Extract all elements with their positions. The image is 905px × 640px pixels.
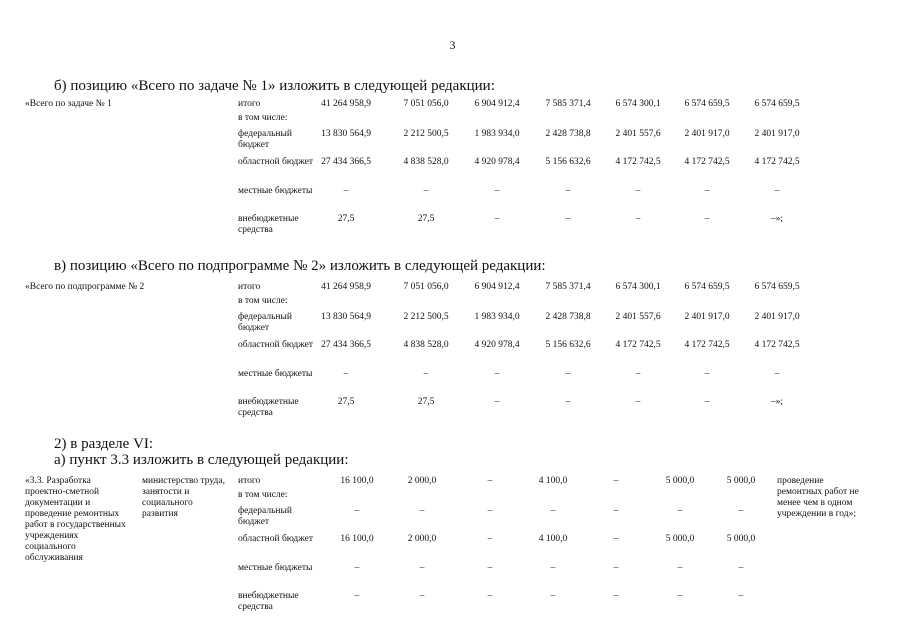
value-cell: – bbox=[550, 563, 556, 573]
value-cell: – bbox=[635, 186, 641, 196]
value-cell: – bbox=[565, 369, 571, 379]
value-cell: – bbox=[613, 506, 619, 516]
value-cell: – bbox=[565, 186, 571, 196]
budget-type: в том числе: bbox=[238, 490, 288, 500]
value-cell: 6 574 300,1 bbox=[615, 99, 661, 109]
budget-type: местные бюджеты bbox=[238, 563, 313, 573]
value-cell: 5 156 632,6 bbox=[545, 157, 591, 167]
value-cell: 7 051 056,0 bbox=[403, 99, 449, 109]
value-cell: – bbox=[613, 476, 619, 486]
value-cell: – bbox=[677, 506, 683, 516]
budget-type: итого bbox=[238, 282, 261, 292]
value-cell: 7 051 056,0 bbox=[403, 282, 449, 292]
value-cell: – bbox=[550, 506, 556, 516]
value-cell: –»; bbox=[770, 214, 784, 224]
value-cell: – bbox=[354, 591, 360, 601]
value-cell: 4 838 528,0 bbox=[403, 340, 449, 350]
value-cell: 2 401 917,0 bbox=[754, 312, 800, 322]
page-number: 3 bbox=[449, 38, 456, 52]
value-cell: 5 000,0 bbox=[665, 534, 695, 544]
value-cell: – bbox=[677, 563, 683, 573]
value-cell: – bbox=[704, 397, 710, 407]
value-cell: 6 904 912,4 bbox=[474, 99, 520, 109]
value-cell: – bbox=[487, 476, 493, 486]
value-cell: 4 100,0 bbox=[538, 534, 568, 544]
value-cell: – bbox=[738, 506, 744, 516]
value-cell: – bbox=[613, 563, 619, 573]
value-cell: – bbox=[565, 214, 571, 224]
value-cell: – bbox=[704, 186, 710, 196]
value-cell: – bbox=[635, 214, 641, 224]
value-cell: – bbox=[487, 591, 493, 601]
value-cell: 4 172 742,5 bbox=[684, 157, 730, 167]
budget-type: в том числе: bbox=[238, 113, 288, 123]
value-cell: – bbox=[494, 186, 500, 196]
value-cell: – bbox=[354, 506, 360, 516]
expected-result: проведение ремонтных работ не менее чем в одном учреждении в год»; bbox=[777, 476, 859, 519]
value-cell: 13 830 564,9 bbox=[321, 129, 371, 139]
executor: министерство труда, занятости и социального развития bbox=[142, 476, 225, 519]
value-cell: 4 920 978,4 bbox=[474, 340, 520, 350]
value-cell: 2 428 738,8 bbox=[545, 312, 591, 322]
value-cell: 27,5 bbox=[417, 214, 435, 224]
budget-type: в том числе: bbox=[238, 296, 288, 306]
value-cell: –»; bbox=[770, 397, 784, 407]
value-cell: 4 172 742,5 bbox=[754, 340, 800, 350]
value-cell: – bbox=[704, 369, 710, 379]
value-cell: 6 574 659,5 bbox=[684, 99, 730, 109]
budget-type: внебюджетные средства bbox=[238, 397, 299, 418]
value-cell: 6 574 659,5 bbox=[684, 282, 730, 292]
value-cell: 4 172 742,5 bbox=[615, 157, 661, 167]
budget-type: областной бюджет bbox=[238, 157, 314, 167]
value-cell: 1 983 934,0 bbox=[474, 129, 520, 139]
budget-type: федеральный бюджет bbox=[238, 129, 292, 150]
budget-type: областной бюджет bbox=[238, 534, 314, 544]
value-cell: – bbox=[487, 563, 493, 573]
value-cell: – bbox=[494, 369, 500, 379]
value-cell: 41 264 958,9 bbox=[321, 282, 371, 292]
value-cell: 4 838 528,0 bbox=[403, 157, 449, 167]
value-cell: – bbox=[774, 186, 780, 196]
value-cell: 41 264 958,9 bbox=[321, 99, 371, 109]
value-cell: 2 401 557,6 bbox=[615, 129, 661, 139]
section-label: «Всего по подпрограмме № 2 bbox=[25, 282, 145, 292]
value-cell: 4 172 742,5 bbox=[684, 340, 730, 350]
section-label: «Всего по задаче № 1 bbox=[25, 99, 112, 109]
value-cell: 5 156 632,6 bbox=[545, 340, 591, 350]
value-cell: – bbox=[738, 591, 744, 601]
value-cell: – bbox=[419, 591, 425, 601]
budget-type: областной бюджет bbox=[238, 340, 314, 350]
value-cell: – bbox=[613, 534, 619, 544]
value-cell: 4 172 742,5 bbox=[615, 340, 661, 350]
value-cell: 2 401 917,0 bbox=[754, 129, 800, 139]
value-cell: 4 172 742,5 bbox=[754, 157, 800, 167]
value-cell: – bbox=[550, 591, 556, 601]
value-cell: – bbox=[635, 369, 641, 379]
value-cell: 2 401 557,6 bbox=[615, 312, 661, 322]
budget-type: федеральный бюджет bbox=[238, 312, 292, 333]
value-cell: – bbox=[704, 214, 710, 224]
section-heading: в) позицию «Всего по подпрограмме № 2» изложить в следующей редакции: bbox=[54, 258, 546, 274]
budget-type: внебюджетные средства bbox=[238, 591, 299, 612]
value-cell: – bbox=[419, 506, 425, 516]
value-cell: – bbox=[487, 506, 493, 516]
value-cell: – bbox=[423, 186, 429, 196]
budget-type: местные бюджеты bbox=[238, 369, 313, 379]
budget-type: местные бюджеты bbox=[238, 186, 313, 196]
value-cell: 2 212 500,5 bbox=[403, 129, 449, 139]
value-cell: 2 428 738,8 bbox=[545, 129, 591, 139]
value-cell: 2 212 500,5 bbox=[403, 312, 449, 322]
budget-type: внебюджетные средства bbox=[238, 214, 299, 235]
value-cell: 7 585 371,4 bbox=[545, 99, 591, 109]
value-cell: 6 574 300,1 bbox=[615, 282, 661, 292]
value-cell: 27 434 366,5 bbox=[321, 157, 371, 167]
section-heading: б) позицию «Всего по задаче № 1» изложить в следующей редакции: bbox=[54, 78, 495, 94]
value-cell: 2 401 917,0 bbox=[684, 312, 730, 322]
value-cell: – bbox=[774, 369, 780, 379]
value-cell: 5 000,0 bbox=[726, 534, 756, 544]
value-cell: – bbox=[354, 563, 360, 573]
value-cell: 13 830 564,9 bbox=[321, 312, 371, 322]
value-cell: – bbox=[613, 591, 619, 601]
value-cell: 4 100,0 bbox=[538, 476, 568, 486]
value-cell: 16 100,0 bbox=[340, 534, 374, 544]
value-cell: 27,5 bbox=[337, 214, 355, 224]
value-cell: 6 574 659,5 bbox=[754, 282, 800, 292]
item-description: «3.3. Разработка проектно-сметной документации и проведение ремонтных работ в государственных учреждениях социального обслуживания bbox=[25, 476, 126, 563]
value-cell: 1 983 934,0 bbox=[474, 312, 520, 322]
value-cell: – bbox=[419, 563, 425, 573]
value-cell: – bbox=[487, 534, 493, 544]
value-cell: 27,5 bbox=[337, 397, 355, 407]
value-cell: 27,5 bbox=[417, 397, 435, 407]
budget-type: итого bbox=[238, 476, 261, 486]
budget-type: федеральный бюджет bbox=[238, 506, 292, 527]
value-cell: – bbox=[738, 563, 744, 573]
value-cell: 2 000,0 bbox=[407, 534, 437, 544]
value-cell: – bbox=[494, 397, 500, 407]
value-cell: – bbox=[494, 214, 500, 224]
value-cell: 5 000,0 bbox=[665, 476, 695, 486]
budget-type: итого bbox=[238, 99, 261, 109]
value-cell: – bbox=[343, 186, 349, 196]
value-cell: – bbox=[635, 397, 641, 407]
value-cell: 2 000,0 bbox=[407, 476, 437, 486]
section-heading: 2) в разделе VI: bbox=[54, 436, 154, 452]
value-cell: 2 401 917,0 bbox=[684, 129, 730, 139]
value-cell: 4 920 978,4 bbox=[474, 157, 520, 167]
value-cell: – bbox=[565, 397, 571, 407]
value-cell: 27 434 366,5 bbox=[321, 340, 371, 350]
value-cell: 6 574 659,5 bbox=[754, 99, 800, 109]
section-subheading: а) пункт 3.3 изложить в следующей редакции: bbox=[54, 452, 349, 468]
value-cell: 7 585 371,4 bbox=[545, 282, 591, 292]
value-cell: – bbox=[677, 591, 683, 601]
value-cell: 5 000,0 bbox=[726, 476, 756, 486]
value-cell: – bbox=[343, 369, 349, 379]
value-cell: 6 904 912,4 bbox=[474, 282, 520, 292]
value-cell: – bbox=[423, 369, 429, 379]
value-cell: 16 100,0 bbox=[340, 476, 374, 486]
